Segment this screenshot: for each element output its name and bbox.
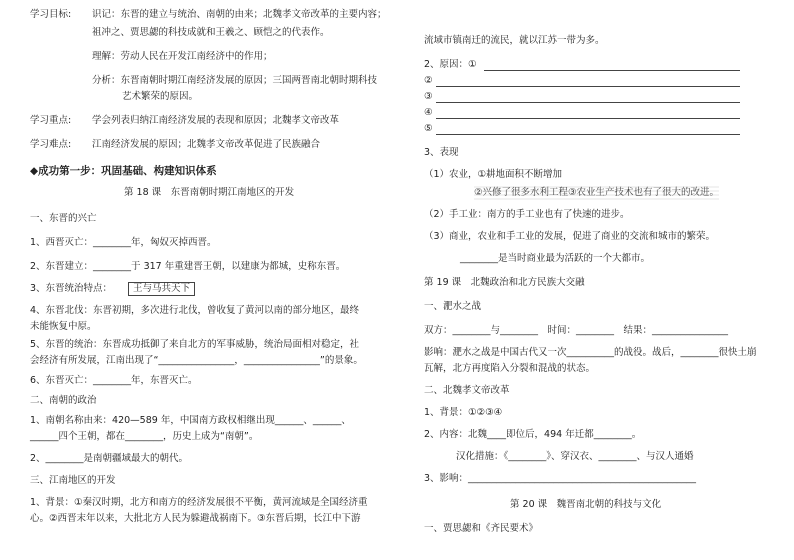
- handicraft-line: （2）手工业：南方的手工业也有了快速的进步。: [424, 209, 630, 220]
- analyze-line-1: 分析：东晋南朝时期江南经济发展的原因；三国两晋南北朝时期科技: [92, 75, 378, 86]
- agriculture-line-2: ②兴修了很多水利工程③农业生产技术也有了很大的改进。: [474, 187, 720, 198]
- background-line-1: 1、背景：①秦汉时期，北方和南方的经济发展很不平衡，黄河流域是全国经济重: [30, 497, 368, 508]
- item-5-line-2: 会经济有所发展，江南出现了“________________，________________”的景象。: [30, 355, 363, 366]
- feishui-parties: 双方：________与________ 时间：________ 结果：________________: [424, 325, 729, 336]
- background-line-2: 心。②西晋末年以来，大批北方人民为躲避战祸南下。③东晋后期，长江中下游: [30, 513, 361, 524]
- section-2-heading: 二、南朝的政治: [30, 395, 97, 406]
- city-line: ________是当时商业最为活跃的一个大都市。: [460, 253, 651, 264]
- reason-line-4: [436, 118, 740, 119]
- item-6: 6、东晋灭亡：________年，东晋灭亡。: [30, 375, 198, 386]
- reasons-label: 2、原因：①: [424, 59, 477, 70]
- item-3-boxed: 王与马共天下: [128, 282, 195, 296]
- reason-line-5: [436, 134, 740, 135]
- goals-line-2: 祖冲之、贾思勰的科技成就和王羲之、顾恺之的代表作。: [92, 27, 330, 38]
- lesson-18-title: 第 18 课 东晋南朝时期江南地区的开发: [124, 187, 295, 198]
- keypoint-text: 学会列表归纳江南经济发展的表现和原因；北魏孝文帝改革: [92, 115, 340, 126]
- reform-content: 2、内容：北魏____即位后，494 年迁都________。: [424, 429, 642, 440]
- item-3-label: 3、东晋统治特点：: [30, 283, 113, 294]
- item-2: 2、东晋建立：________于 317 年重建晋王朝，以建康为都城，史称东晋。: [30, 261, 346, 272]
- reason-mark-2: ②: [424, 75, 433, 86]
- item-4-line-2: 未能恢复中原。: [30, 321, 97, 332]
- reason-mark-3: ③: [424, 91, 433, 102]
- commerce-line: （3）商业，农业和手工业的发展，促进了商业的交流和城市的繁荣。: [424, 231, 716, 242]
- south-1-line-1: 1、南朝名称由来：420—589 年，中国南方政权相继出现______、______、: [30, 415, 351, 426]
- item-5-line-1: 5、东晋的统治：东晋成功抵御了来自北方的军事威胁，统治局面相对稳定，社: [30, 339, 360, 350]
- difficulty-label: 学习难点:: [30, 139, 72, 150]
- goals-line-1: 识记：东晋的建立与统治、南朝的由来；北魏孝文帝改革的主要内容；: [92, 9, 387, 20]
- feishui-impact-1: 影响：淝水之战是中国古代又一次__________的战役。战后，________很快土崩: [424, 347, 757, 358]
- lesson-20-title: 第 20 课 魏晋南北朝的科技与文化: [510, 499, 662, 510]
- reform-measures: 汉化措施：《________》、穿汉衣、________、与汉人通婚: [456, 451, 694, 462]
- analyze-line-2: 艺术繁荣的原因。: [122, 91, 199, 102]
- performance-heading: 3、表现: [424, 147, 459, 158]
- section-1-heading: 一、东晋的兴亡: [30, 213, 97, 224]
- lesson-19-title: 第 19 课 北魏政治和北方民族大交融: [424, 277, 585, 288]
- reform-heading: 二、北魏孝文帝改革: [424, 385, 510, 396]
- reform-background: 1、背景：①②③④: [424, 407, 503, 418]
- feishui-impact-2: 瓦解，北方再度陷入分裂和混战的状态。: [424, 363, 596, 374]
- south-2: 2、________是南朝疆域最大的朝代。: [30, 453, 189, 464]
- step-heading: ◆成功第一步：巩固基础、构建知识体系: [30, 165, 217, 177]
- understand-line: 理解：劳动人民在开发江南经济中的作用；: [92, 51, 273, 62]
- reason-mark-5: ⑤: [424, 123, 433, 134]
- right-intro-line: 流域市镇南迁的流民，就以江苏一带为多。: [424, 35, 605, 46]
- section-3-heading: 三、江南地区的开发: [30, 475, 116, 486]
- jiasixie-heading: 一、贾思勰和《齐民要术》: [424, 523, 539, 534]
- difficulty-text: 江南经济发展的原因；北魏孝文帝改革促进了民族融合: [92, 139, 321, 150]
- item-4-line-1: 4、东晋北伐：东晋初期，多次进行北伐，曾收复了黄河以南的部分地区，最终: [30, 305, 360, 316]
- reason-line-1: [484, 70, 740, 71]
- reason-line-2: [436, 86, 740, 87]
- goals-label: 学习目标:: [30, 9, 72, 20]
- reform-impact: 3、影响：________________________________________________: [424, 473, 697, 484]
- south-1-line-2: ______四个王朝，都在________，历史上成为“南朝”。: [30, 431, 259, 442]
- feishui-heading: 一、淝水之战: [424, 301, 482, 312]
- keypoint-label: 学习重点:: [30, 115, 72, 126]
- reason-mark-4: ④: [424, 107, 433, 118]
- reason-line-3: [436, 102, 740, 103]
- agriculture-line-1: （1）农业，①耕地面积不断增加: [424, 169, 563, 180]
- item-1: 1、西晋灭亡：________年，匈奴灭掉西晋。: [30, 237, 217, 248]
